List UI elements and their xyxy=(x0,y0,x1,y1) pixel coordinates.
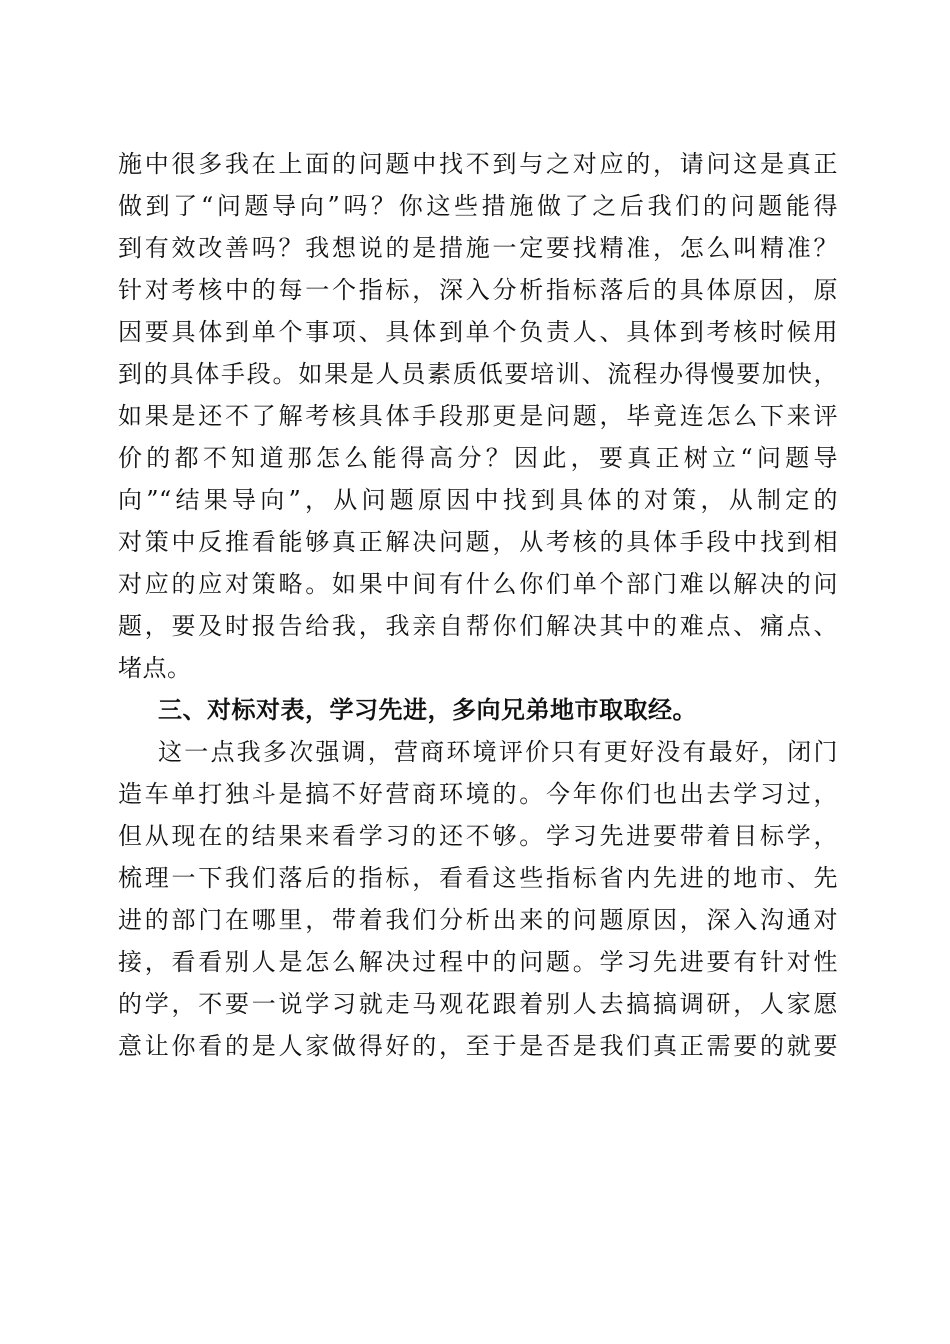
text-line: 但从现在的结果来看学习的还不够。学习先进要带着目标学， xyxy=(118,822,838,850)
text-line: 到有效改善吗？我想说的是措施一定要找精准，怎么叫精准？ xyxy=(118,234,838,262)
text-line: 的学，不要一说学习就走马观花跟着别人去搞搞调研，人家愿 xyxy=(118,990,838,1018)
paragraph-learn-from-peers xyxy=(118,731,838,1067)
text-line: 梳理一下我们落后的指标，看看这些指标省内先进的地市、先 xyxy=(118,864,838,892)
text-line: 施中很多我在上面的问题中找不到与之对应的，请问这是真正 xyxy=(118,150,838,178)
text-line: 题，要及时报告给我，我亲自帮你们解决其中的难点、痛点、 xyxy=(118,612,838,640)
paragraph-problem-oriented xyxy=(118,143,838,689)
text-line: 堵点。 xyxy=(118,654,192,682)
text-line: 向”“结果导向”，从问题原因中找到具体的对策，从制定的 xyxy=(118,486,838,514)
text-line: 对应的应对策略。如果中间有什么你们单个部门难以解决的问 xyxy=(118,570,838,598)
text-line: 价的都不知道那怎么能得高分？因此，要真正树立“问题导 xyxy=(118,444,838,472)
text-line: 针对考核中的每一个指标，深入分析指标落后的具体原因，原 xyxy=(118,276,838,304)
text-line: 如果是还不了解考核具体手段那更是问题，毕竟连怎么下来评 xyxy=(118,402,838,430)
document-body xyxy=(118,143,838,1067)
text-line: 对策中反推看能够真正解决问题，从考核的具体手段中找到相 xyxy=(118,528,838,556)
text-line: 进的部门在哪里，带着我们分析出来的问题原因，深入沟通对 xyxy=(118,906,838,934)
text-line: 接，看看别人是怎么解决过程中的问题。学习先进要有针对性 xyxy=(118,948,838,976)
section-heading: 三、对标对表，学习先进，多向兄弟地市取取经。 xyxy=(158,696,697,724)
text-line: 意让你看的是人家做得好的，至于是否是我们真正需要的就要 xyxy=(118,1032,838,1060)
text-line: 因要具体到单个事项、具体到单个负责人、具体到考核时候用 xyxy=(118,318,838,346)
text-line: 造车单打独斗是搞不好营商环境的。今年你们也出去学习过， xyxy=(118,780,838,808)
text-line: 到的具体手段。如果是人员素质低要培训、流程办得慢要加快， xyxy=(118,360,838,388)
text-line: 这一点我多次强调，营商环境评价只有更好没有最好，闭门 xyxy=(158,738,838,766)
text-line: 做到了“问题导向”吗？你这些措施做了之后我们的问题能得 xyxy=(118,192,838,220)
